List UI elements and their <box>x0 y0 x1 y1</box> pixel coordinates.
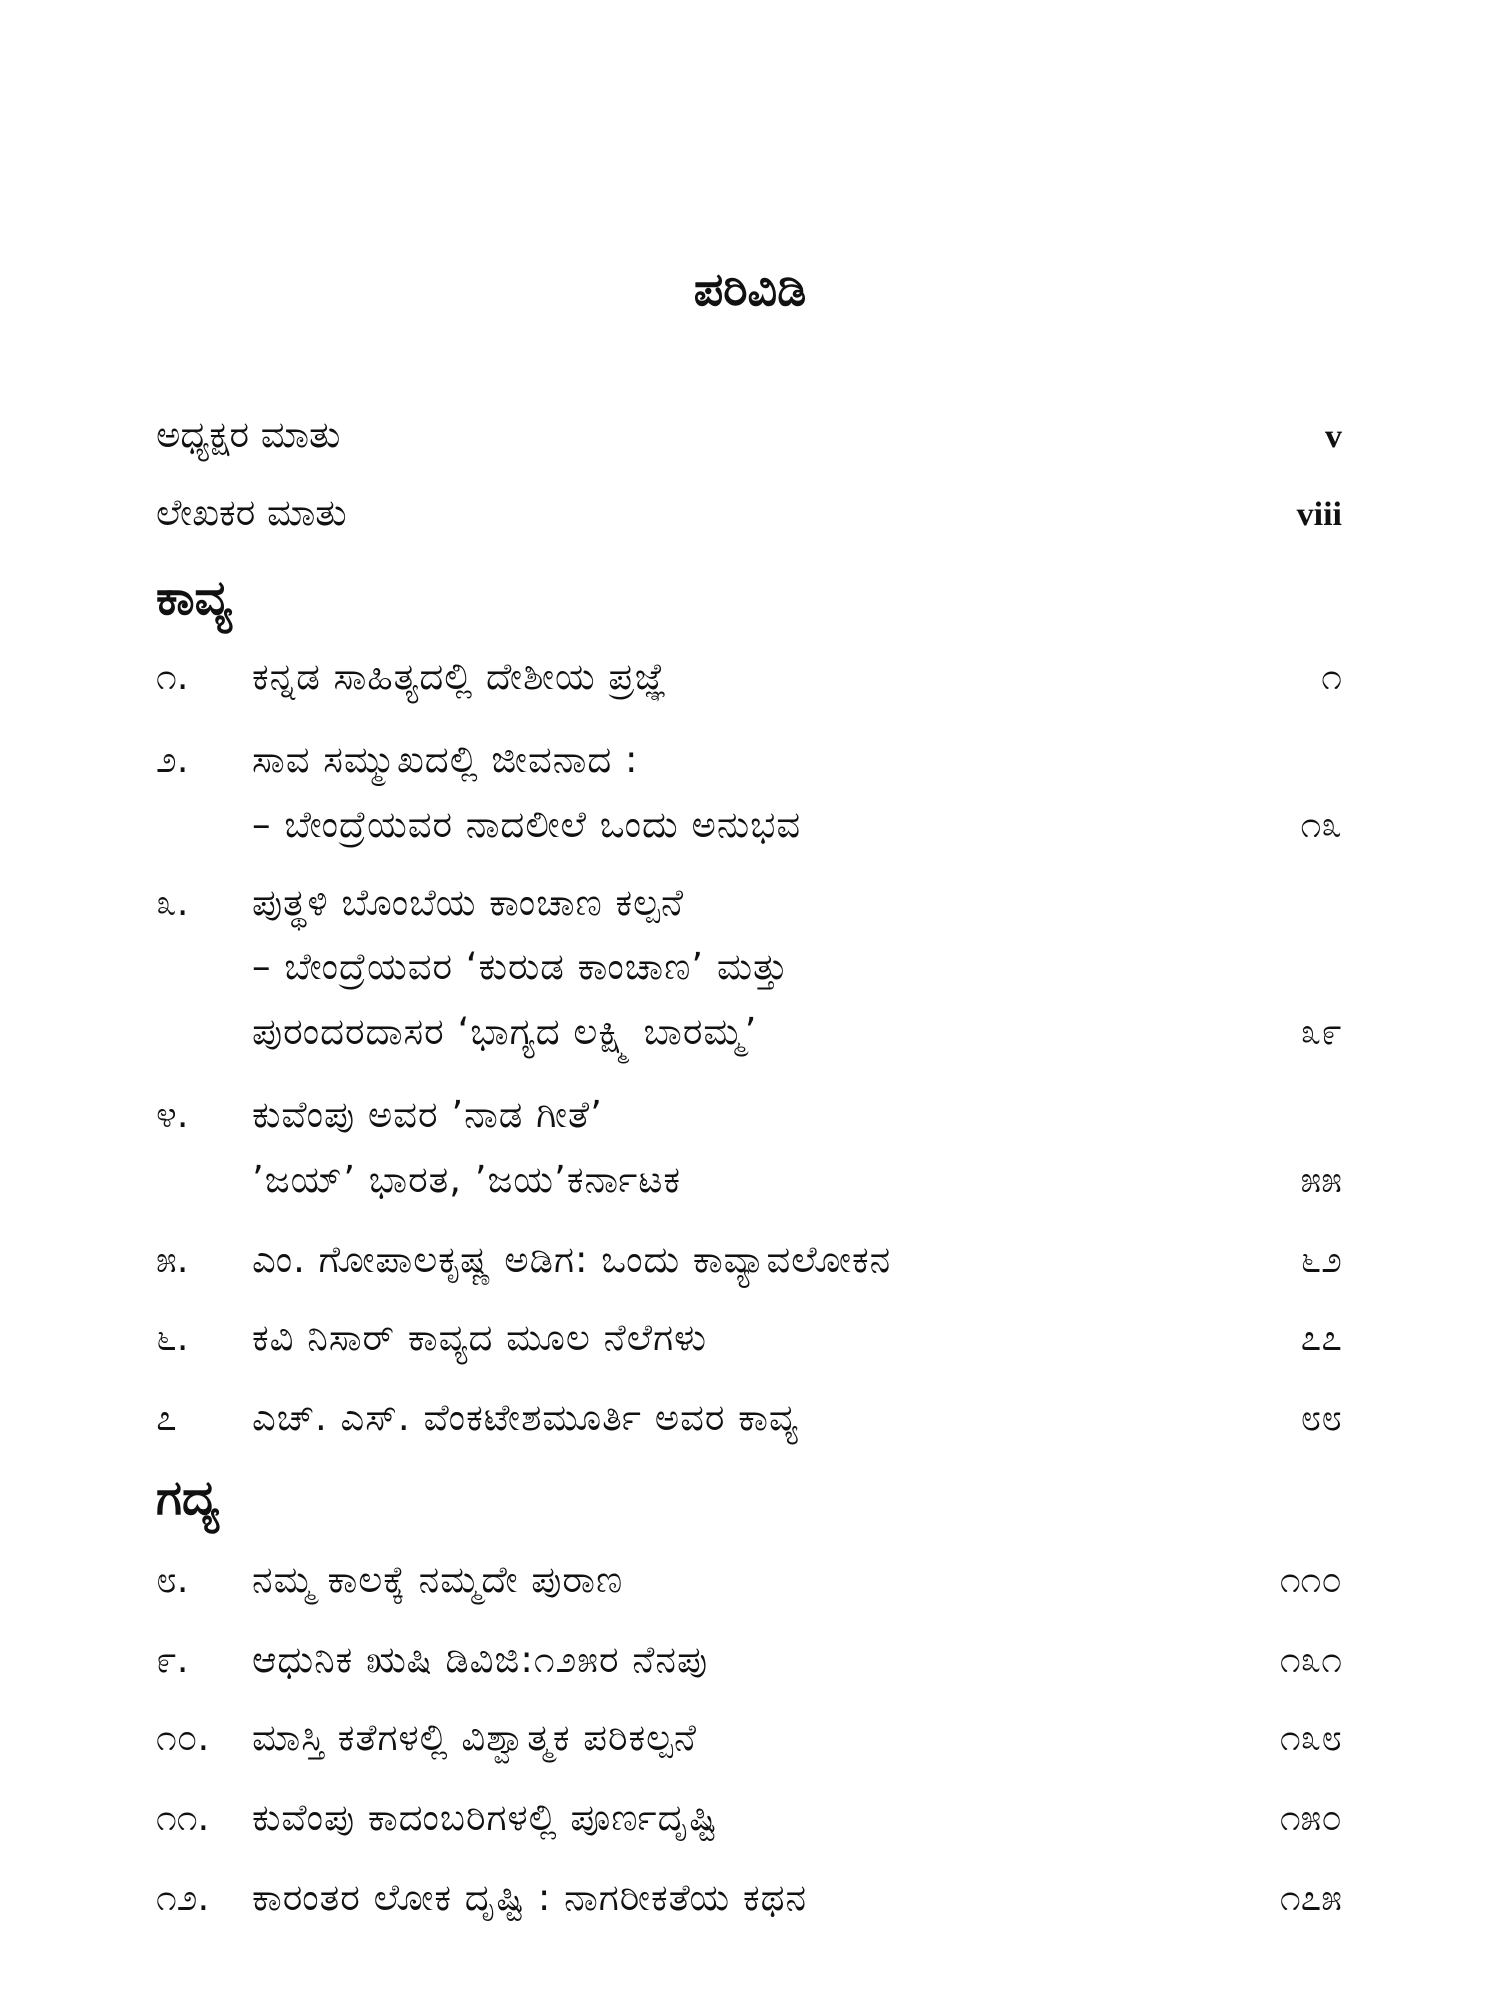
entry-page: ೧೫೦ <box>1279 1796 1342 1839</box>
entry-title-line: ಕುವೆಂಪು ಕಾದಂಬರಿಗಳಲ್ಲಿ ಪೂರ್ಣದೃಷ್ಟಿ <box>252 1796 719 1839</box>
entry-title-line: ಎಂ. ಗೋಪಾಲಕೃಷ್ಣ ಅಡಿಗ: ಒಂದು ಕಾವ್ಯಾವಲೋಕನ <box>252 1238 892 1281</box>
entry-title-line: ಎಚ್. ಎಸ್. ವೆಂಕಟೇಶಮೂರ್ತಿ ಅವರ ಕಾವ್ಯ <box>252 1396 799 1439</box>
entry-title-line: ’ಜಯ್’ ಭಾರತ, ’ಜಯ’ಕರ್ನಾಟಕ <box>252 1158 682 1201</box>
entry-page: ೧ <box>1321 655 1342 698</box>
entry-title-line: ಕನ್ನಡ ಸಾಹಿತ್ಯದಲ್ಲಿ ದೇಶೀಯ ಪ್ರಜ್ಞೆ <box>252 655 668 698</box>
entry-number: ೬. <box>156 1316 189 1359</box>
entry-number: ೫. <box>156 1238 189 1281</box>
entry-page: ೮೮ <box>1300 1396 1342 1439</box>
entry-page: ೩೯ <box>1300 1010 1342 1053</box>
entry-title-line: ಕಾರಂತರ ಲೋಕ ದೃಷ್ಟಿ : ನಾಗರೀಕತೆಯ ಕಥನ <box>252 1876 808 1919</box>
entry-page: ೧೩೧ <box>1279 1638 1342 1681</box>
entry-number: ೩. <box>156 881 189 924</box>
entry-page: ೧೩೮ <box>1279 1716 1342 1759</box>
entry-page: ೧೩ <box>1300 803 1342 846</box>
entry-title-line: ಕುವೆಂಪು ಅವರ ’ನಾಡ ಗೀತೆ’ <box>252 1093 603 1136</box>
entry-title-line: ನಮ್ಮ ಕಾಲಕ್ಕೆ ನಮ್ಮದೇ ಪುರಾಣ <box>252 1558 624 1601</box>
entry-page: ೧೧೦ <box>1279 1558 1342 1601</box>
entry-title-line: ಸಾವ ಸಮ್ಮುಖದಲ್ಲಿ ಜೀವನಾದ : <box>252 738 639 781</box>
entry-number: ೧೧. <box>156 1796 210 1839</box>
page-title: ಪರಿವಿಡಿ <box>693 262 807 316</box>
entry-page: ೬೨ <box>1300 1238 1342 1281</box>
entry-number: ೧೦. <box>156 1716 210 1759</box>
front-item-title: ಲೇಖಕರ ಮಾತು <box>156 491 347 534</box>
entry-number: ೧. <box>156 655 189 698</box>
entry-title-line: ಪುತ್ಥಳಿ ಬೊಂಬೆಯ ಕಾಂಚಾಣ ಕಲ್ಪನೆ <box>252 881 685 924</box>
entry-page: ೭೭ <box>1300 1316 1342 1359</box>
entry-page: ೧೭೫ <box>1279 1876 1342 1919</box>
section-heading: ಗದ್ಯ <box>156 1470 220 1526</box>
entry-title-line: ಪುರಂದರದಾಸರ ‘ಭಾಗ್ಯದ ಲಕ್ಷ್ಮಿ ಬಾರಮ್ಮ’ <box>252 1010 758 1053</box>
entry-title-line: ಆಧುನಿಕ ಋಷಿ ಡಿವಿಜಿ:೧೨೫ರ ನೆನಪು <box>252 1638 709 1681</box>
entry-title-line: – ಬೇಂದ್ರೆಯವರ ‘ಕುರುಡ ಕಾಂಚಾಣ’ ಮತ್ತು <box>252 945 789 988</box>
front-item-page: viii <box>1296 496 1342 533</box>
entry-title-line: – ಬೇಂದ್ರೆಯವರ ನಾದಲೀಲೆ ಒಂದು ಅನುಭವ <box>252 803 802 846</box>
entry-number: ೭ <box>156 1396 177 1439</box>
section-heading: ಕಾವ್ಯ <box>156 570 232 626</box>
entry-number: ೮. <box>156 1558 189 1601</box>
front-item-page: v <box>1325 418 1342 455</box>
entry-number: ೪. <box>156 1093 189 1136</box>
entry-number: ೨. <box>156 738 189 781</box>
entry-page: ೫೫ <box>1300 1158 1342 1201</box>
entry-title-line: ಮಾಸ್ತಿ ಕತೆಗಳಲ್ಲಿ ವಿಶ್ವಾತ್ಮಕ ಪರಿಕಲ್ಪನೆ <box>252 1716 698 1759</box>
front-item-title: ಅಧ್ಯಕ್ಷರ ಮಾತು <box>156 413 341 456</box>
entry-number: ೯. <box>156 1638 189 1681</box>
entry-number: ೧೨. <box>156 1876 210 1919</box>
entry-title-line: ಕವಿ ನಿಸಾರ್ ಕಾವ್ಯದ ಮೂಲ ನೆಲೆಗಳು <box>252 1316 708 1359</box>
